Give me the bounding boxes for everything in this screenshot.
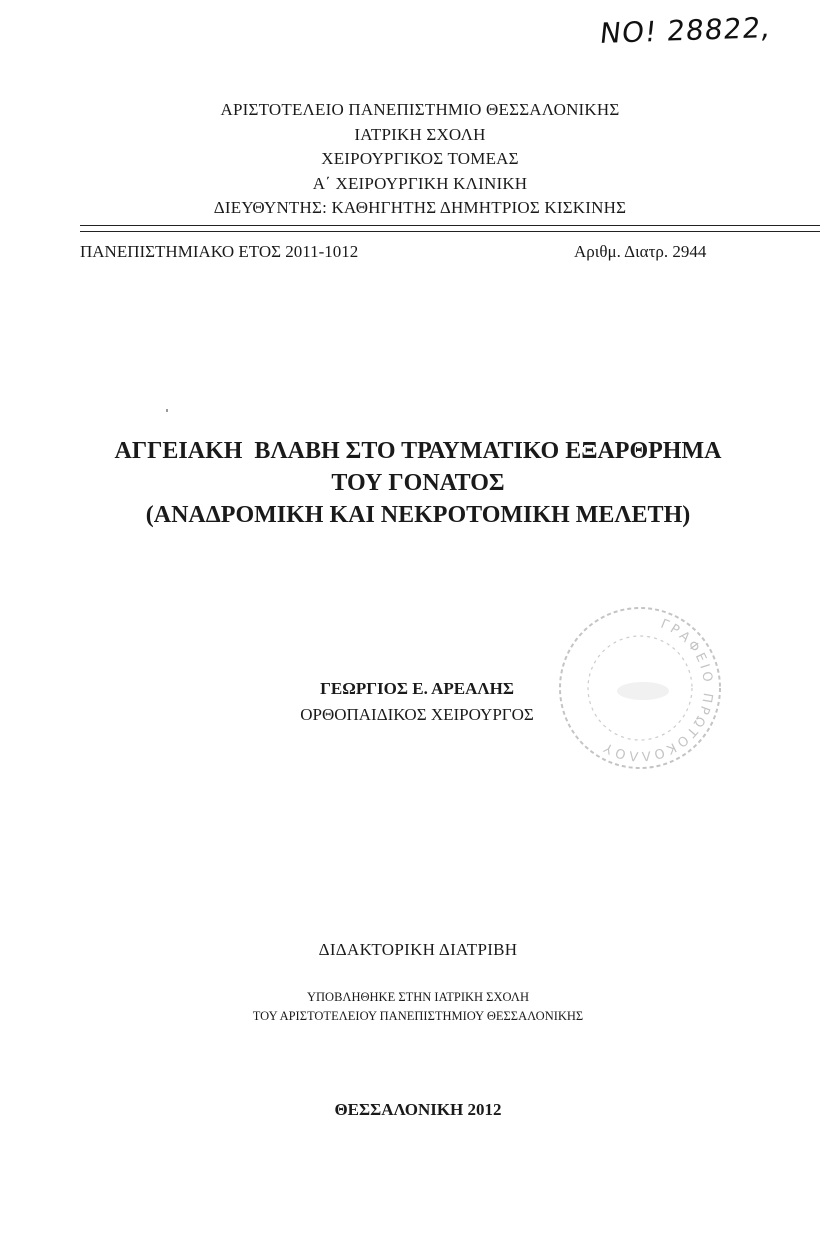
thesis-title	[0, 435, 820, 531]
scan-speck	[166, 409, 168, 412]
dissertation-number: Αριθμ. Διατρ. 2944	[574, 242, 707, 261]
clinic-name: Α΄ ΧΕΙΡΟΥΡΓΙΚΗ ΚΛΙΝΙΚΗ	[312, 173, 528, 193]
stamp-text: ΓΡΑΦΕΙΟ ΠΡΩΤΟΚΟΛΛΟΥ	[599, 616, 716, 764]
sector-name: ΧΕΙΡΟΥΡΓΙΚΟΣ ΤΟΜΕΑΣ	[321, 149, 519, 168]
submission-note	[0, 988, 820, 1026]
handwritten-catalog-number: NO! 28822,	[598, 10, 773, 51]
institution-header	[0, 98, 820, 221]
title-line-3: (ΑΝΑΔΡΟΜΙΚΗ ΚΑΙ ΝΕΚΡΟΤΟΜΙΚΗ ΜΕΛΕΤΗ)	[145, 502, 691, 528]
title-line-1: ΑΓΓΕΙΑΚΗ ΒΛΑΒΗ ΣΤΟ ΤΡΑΥΜΑΤΙΚΟ ΕΞΑΡΘΡΗΜΑ	[114, 438, 722, 464]
document-type: ΔΙΔΑΚΤΟΡΙΚΗ ΔΙΑΤΡΙΒΗ	[318, 940, 518, 959]
place-and-year: ΘΕΣΣΑΛΟΝΙΚΗ 2012	[334, 1100, 502, 1119]
author-info	[0, 676, 820, 728]
submission-line-1: ΥΠΟΒΛΗΘΗΚΕ ΣΤΗΝ ΙΑΤΡΙΚΗ ΣΧΟΛΗ	[306, 990, 529, 1004]
title-line-2: ΤΟΥ ΓΟΝΑΤΟΣ	[331, 470, 505, 496]
school-name: ΙΑΤΡΙΚΗ ΣΧΟΛΗ	[354, 124, 486, 144]
author-title: ΟΡΘΟΠΑΙΔΙΚΟΣ ΧΕΙΡΟΥΡΓΟΣ	[300, 705, 534, 724]
header-divider-bottom	[80, 231, 820, 232]
director-name: ΔΙΕΥΘΥΝΤΗΣ: ΚΑΘΗΓΗΤΗΣ ΔΗΜΗΤΡΙΟΣ ΚΙΣΚΙΝΗΣ	[213, 198, 627, 217]
author-name: ΓΕΩΡΓΙΟΣ Ε. ΑΡΕΑΛΗΣ	[320, 679, 514, 698]
header-divider-top	[80, 225, 820, 226]
submission-line-2: ΤΟΥ ΑΡΙΣΤΟΤΕΛΕΙΟΥ ΠΑΝΕΠΙΣΤΗΜΙΟΥ ΘΕΣΣΑΛΟΝΙΚΗΣ	[252, 1009, 584, 1023]
academic-year: ΠΑΝΕΠΙΣΤΗΜΙΑΚΟ ΕΤΟΣ 2011-1012	[80, 242, 359, 261]
university-name: ΑΡΙΣΤΟΤΕΛΕΙΟ ΠΑΝΕΠΙΣΤΗΜΙΟ ΘΕΣΣΑΛΟΝΙΚΗΣ	[220, 100, 620, 119]
